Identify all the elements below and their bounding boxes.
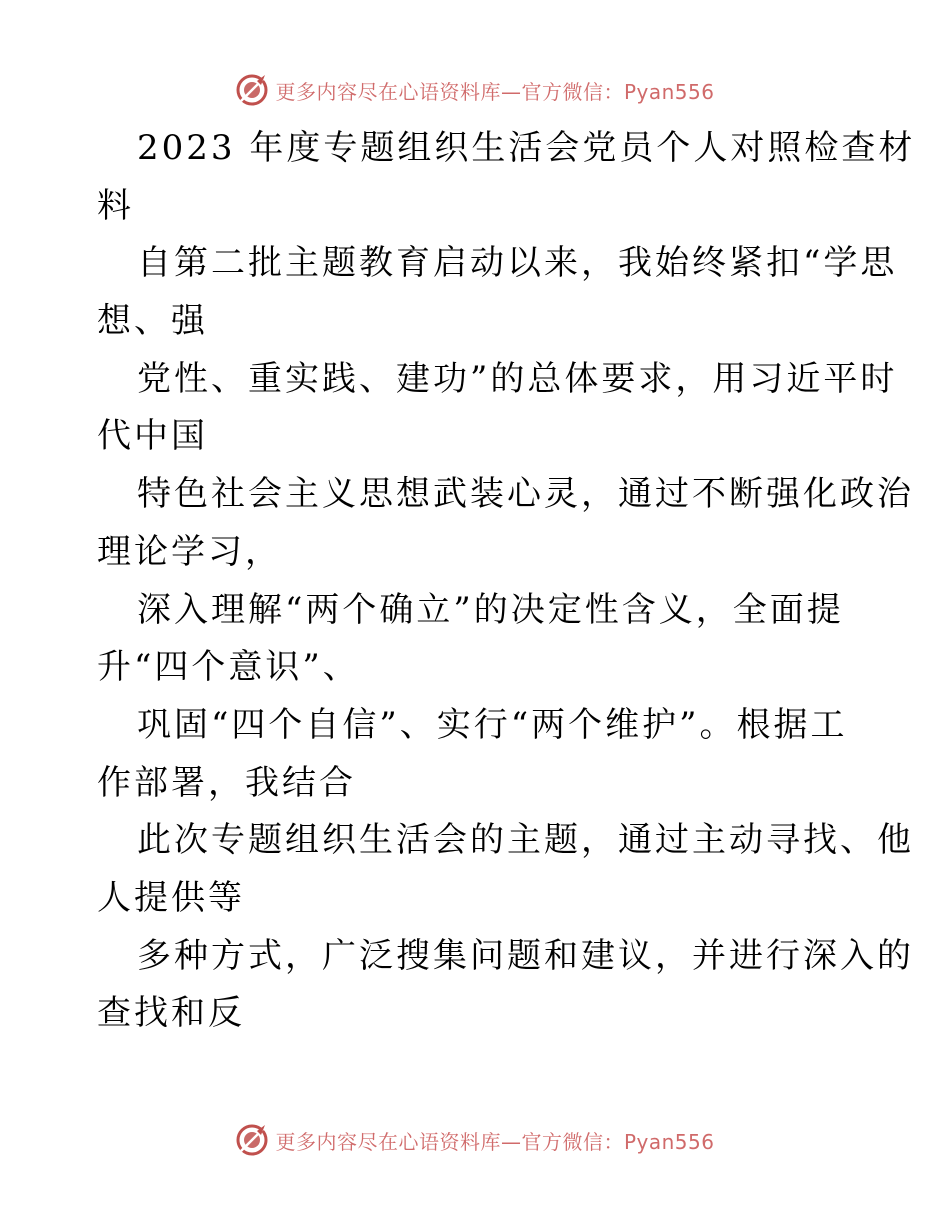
seal-logo-icon [235, 73, 269, 107]
text-line: 特色社会主义思想武装心灵，通过不断强化政治 [137, 474, 914, 515]
watermark-text: 更多内容尽在心语资料库—官方微信：Pyan556 [275, 79, 715, 104]
watermark-text: 更多内容尽在心语资料库—官方微信：Pyan556 [275, 1129, 715, 1154]
text-line: 此次专题组织生活会的主题，通过主动寻找、他 [137, 820, 914, 861]
text-line: 作部署，我结合 [97, 762, 356, 803]
text-line: 多种方式，广泛搜集问题和建议，并进行深入的 [137, 935, 914, 976]
text-line: 升“四个意识”、 [97, 647, 360, 688]
text-line: 料 [97, 185, 134, 226]
text-line: 党性、重实践、建功”的总体要求，用习近平时 [137, 358, 898, 399]
footer-watermark [0, 1120, 950, 1160]
text-line: 2023 年度专题组织生活会党员个人对照检查材 [137, 128, 916, 168]
text-line: 想、强 [97, 301, 208, 342]
text-line: 深入理解“两个确立”的决定性含义，全面提 [137, 589, 844, 630]
text-line: 理论学习， [97, 531, 282, 572]
header-watermark [0, 70, 950, 110]
text-line: 巩固“四个自信”、实行“两个维护”。根据工 [137, 704, 848, 745]
text-line: 人提供等 [97, 877, 245, 918]
text-line: 代中国 [97, 416, 208, 457]
text-line: 自第二批主题教育启动以来，我始终紧扣“学思 [137, 243, 898, 284]
text-line: 查找和反 [97, 993, 245, 1034]
seal-logo-icon [235, 1123, 269, 1157]
document-body [97, 120, 916, 1043]
